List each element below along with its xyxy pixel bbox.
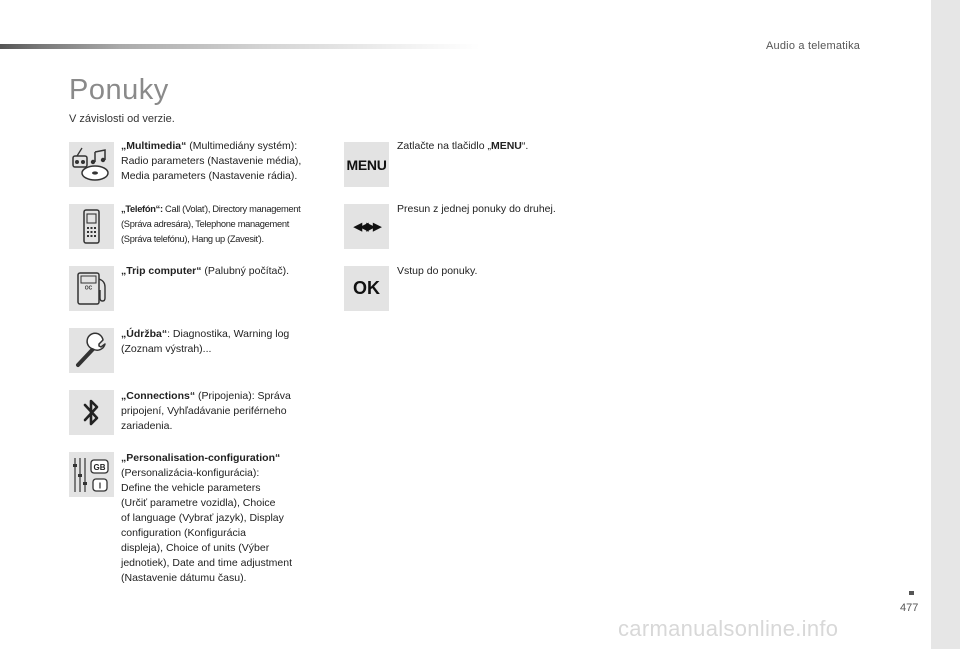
- menu-trip-name: „Trip computer“: [121, 265, 202, 277]
- ok-button-text: Vstup do ponuky.: [397, 265, 478, 277]
- menu-connections-text: „Connections“ (Pripojenia): Správa pripojení, Vyhľadávanie periférneho zariadenia.: [121, 390, 291, 432]
- phone-icon: [69, 204, 114, 249]
- arrows-left-right-icon: [344, 204, 389, 249]
- section-label: Audio a telematika: [766, 40, 861, 52]
- menu-connections-name: „Connections“: [121, 390, 196, 402]
- page-number: 477: [900, 602, 919, 614]
- menu-multimedia-text: „Multimedia“ (Multimediány systém): Radio parameters (Nastavenie média), Media parameters (Nastavenie rádia).: [121, 140, 302, 182]
- arrows-button-text: Presun z jednej ponuky do druhej.: [397, 203, 556, 215]
- multimedia-icon: [69, 142, 114, 187]
- trip-oc-label: OC: [84, 285, 93, 292]
- trip-computer-icon: [69, 266, 114, 311]
- i-label: I: [98, 481, 102, 491]
- arrows-label: ◀◀▶▶: [353, 221, 380, 233]
- settings-sliders-icon: [69, 452, 114, 497]
- menu-telephone-text: „Telefón“: Call (Volať), Directory management (Správa adresára), Telephone management (Správa telefónu), Hang up (Zavesiť).: [121, 204, 301, 244]
- menu-trip-text: „Trip computer“ (Palubný počítač).: [121, 265, 290, 277]
- page-marker: [909, 591, 914, 595]
- ok-button-label: OK: [353, 278, 380, 298]
- ok-button-icon: [344, 266, 389, 311]
- menu-telephone-name: „Telefón“:: [121, 204, 163, 214]
- menu-personalisation-text: „Personalisation-configuration“ (Personalizácia-konfigurácia): Define the vehicle parameters (Určiť parametre vozidla), Choice of language (Vybrať jazyk), Display configuration (Konfigurácia displeja), Choice of units (Výber jednotiek), Date and time adjustment (Nastavenie dátumu času).: [121, 452, 293, 584]
- intro-text: V závislosti od verzie.: [69, 113, 175, 125]
- menu-personalisation-name: „Personalisation-configuration“: [121, 452, 281, 464]
- watermark: carmanualsonline.info: [618, 616, 839, 641]
- bluetooth-icon: [69, 390, 114, 435]
- header-rule: [0, 44, 480, 49]
- menu-button-label: MENU: [346, 156, 387, 173]
- gb-label: GB: [93, 463, 106, 472]
- menu-maintenance-text: „Údržba“: Diagnostika, Warning log (Zoznam výstrah)...: [121, 328, 290, 355]
- menu-maintenance-name: „Údržba“: [121, 328, 168, 340]
- menu-multimedia-name: „Multimedia“: [121, 140, 187, 152]
- page-edge-band: [931, 0, 960, 649]
- menu-button-icon: [344, 142, 389, 187]
- page-title: Ponuky: [69, 74, 169, 106]
- wrench-icon: [69, 328, 114, 373]
- menu-button-text: Zatlačte na tlačidlo „MENU“.: [397, 140, 529, 152]
